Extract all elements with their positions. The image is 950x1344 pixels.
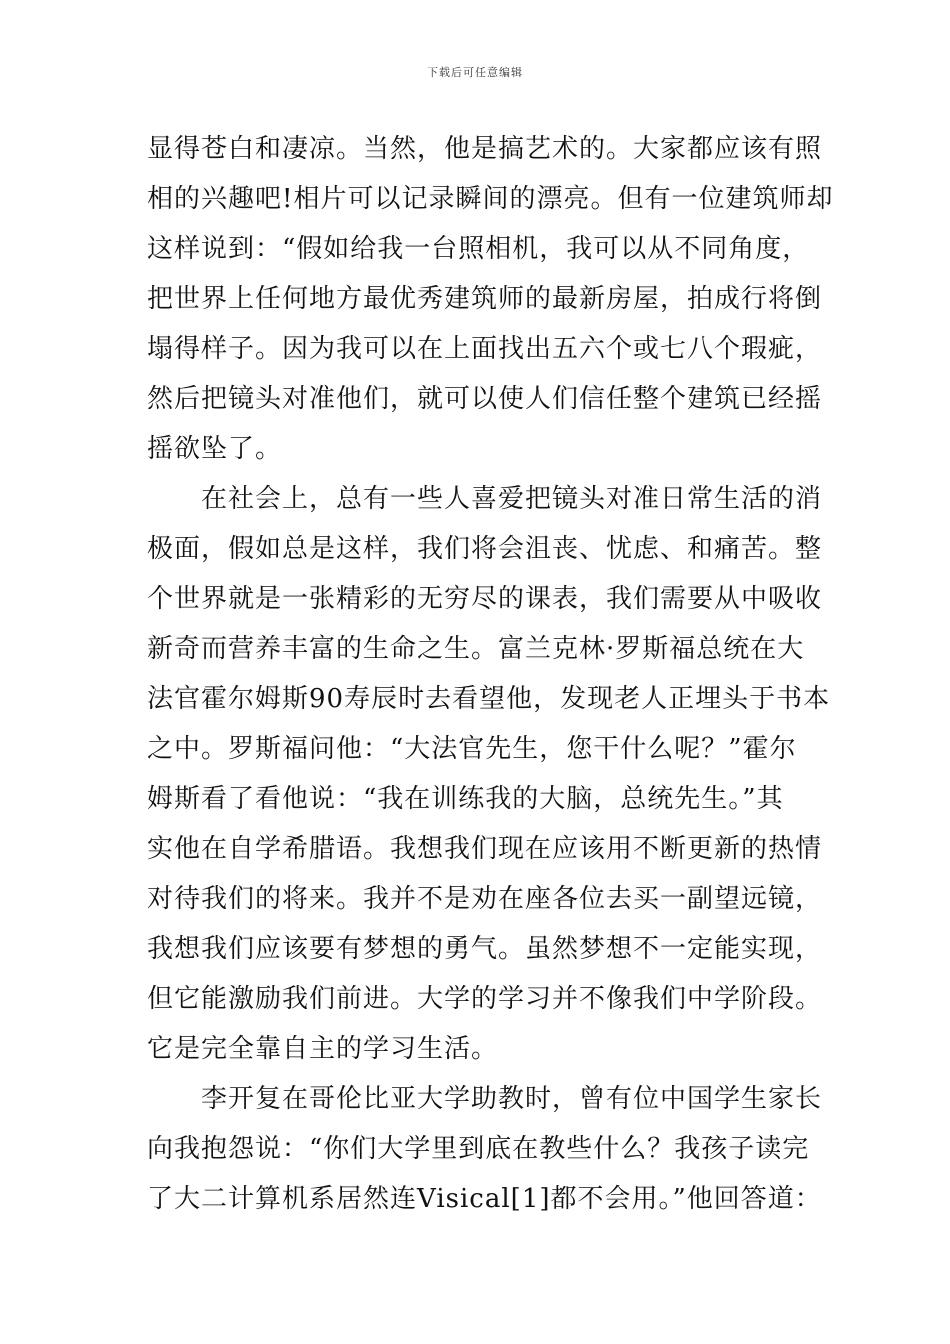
text-line: 新奇而营养丰富的生命之生。富兰克林·罗斯福总统在大 xyxy=(147,634,805,664)
text-line: 向我抱怨说：“你们大学里到底在教些什么？我孩子读完 xyxy=(147,1134,810,1164)
text-line: 个世界就是一张精彩的无穷尽的课表，我们需要从中吸收 xyxy=(147,584,823,614)
text-line: 塌得样子。因为我可以在上面找出五六个或七八个瑕疵， xyxy=(147,334,823,364)
text-line: 极面，假如总是这样，我们将会沮丧、忧虑、和痛苦。整 xyxy=(147,534,823,564)
document-body xyxy=(147,124,834,1224)
paragraph-first-line: 在社会上，总有一些人喜爱把镜头对准日常生活的消 xyxy=(201,484,823,514)
paragraph-first-line: 李开复在哥伦比亚大学助教时，曾有位中国学生家长 xyxy=(201,1084,823,1114)
text-line: 法官霍尔姆斯90寿辰时去看望他，发现老人正埋头于书本 xyxy=(147,684,831,714)
text-line: 了大二计算机系居然连Visical[1]都不会用。”他回答道： xyxy=(147,1184,822,1214)
text-line: 摇欲坠了。 xyxy=(147,434,283,464)
text-line: 相的兴趣吧!相片可以记录瞬间的漂亮。但有一位建筑师却 xyxy=(147,184,834,214)
text-line: 姆斯看了看他说：“我在训练我的大脑，总统先生。”其 xyxy=(147,784,784,814)
text-line: 我想我们应该要有梦想的勇气。虽然梦想不一定能实现， xyxy=(147,934,823,964)
text-line: 之中。罗斯福问他：“大法官先生，您干什么呢？”霍尔 xyxy=(147,734,797,764)
text-line: 实他在自学希腊语。我想我们现在应该用不断更新的热情 xyxy=(147,834,823,864)
text-line: 然后把镜头对准他们，就可以使人们信任整个建筑已经摇 xyxy=(147,384,823,414)
page-header: 下载后可任意编辑 xyxy=(427,66,523,79)
text-line: 它是完全靠自主的学习生活。 xyxy=(147,1034,499,1064)
text-line: 这样说到：“假如给我一台照相机，我可以从不同角度， xyxy=(147,234,810,264)
text-line: 显得苍白和凄凉。当然，他是搞艺术的。大家都应该有照 xyxy=(147,134,823,164)
text-line: 把世界上任何地方最优秀建筑师的最新房屋，拍成行将倒 xyxy=(147,284,823,314)
text-line: 但它能激励我们前进。大学的学习并不像我们中学阶段。 xyxy=(147,984,823,1014)
text-line: 对待我们的将来。我并不是劝在座各位去买一副望远镜， xyxy=(147,884,823,914)
